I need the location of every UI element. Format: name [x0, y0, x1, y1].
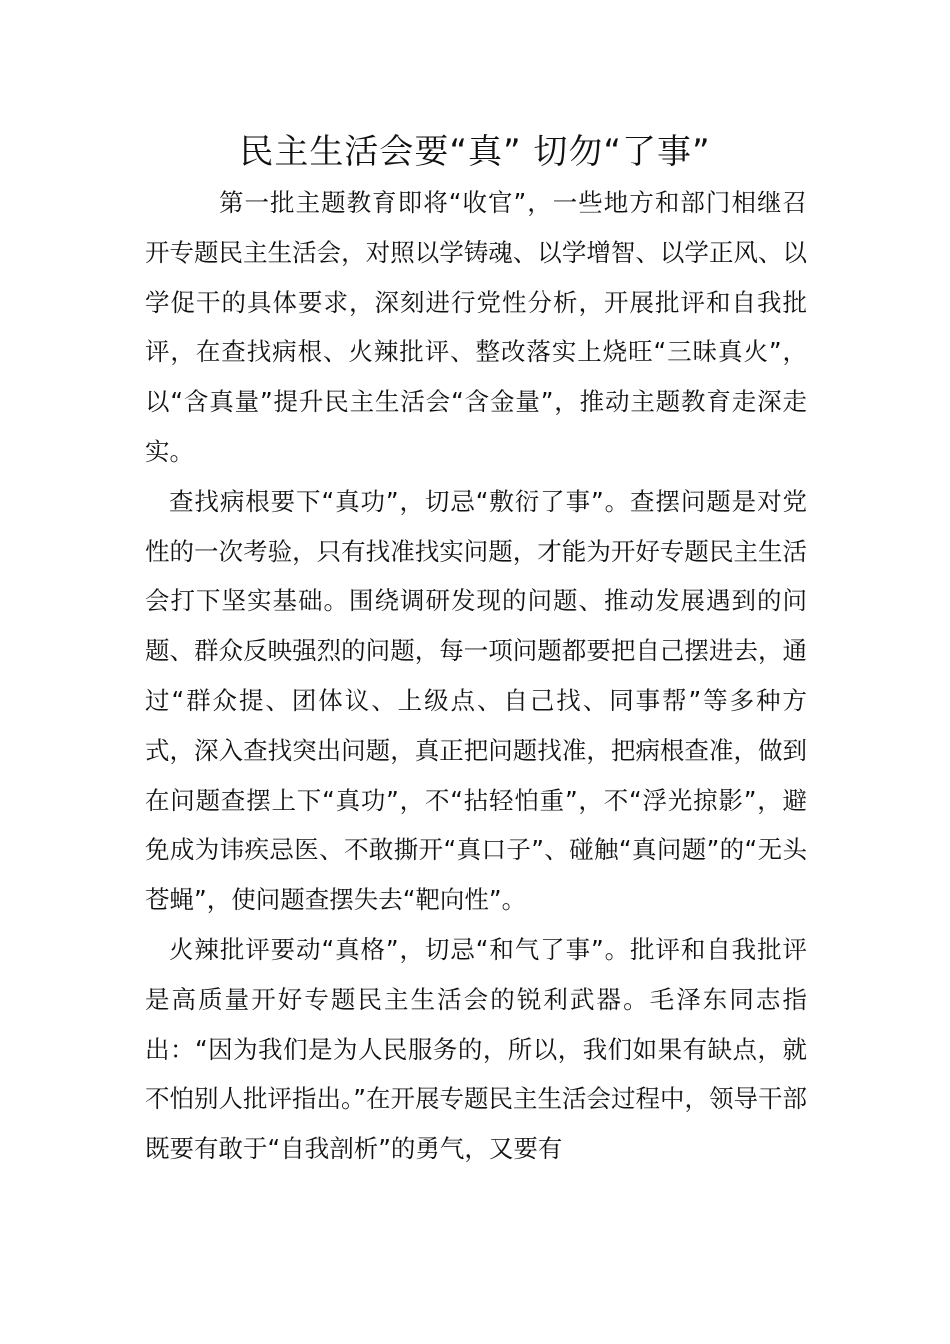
paragraph-find-root-cause: 查找病根要下“真功”，切忌“敷衍了事”。查摆问题是对党性的一次考验，只有找准找实问题，才能为开好专题民主生活会打下坚实基础。围绕调研发现的问题、推动发展遇到的问题、群众反映强烈的问题，每一项问题都要把自己摆进去，通过“群众提、团体议、上级点、自己找、同事帮”等多种方式，深入查找突出问题，真正把问题找准，把病根查准，做到在问题查摆上下“真功”，不“拈轻怕重”，不“浮光掠影”，避免成为讳疾忌医、不敢撕开“真口子”、碰触“真问题”的“无头苍蝇”，使问题查摆失去“靶向性”。 [145, 486, 807, 915]
paragraph-sharp-criticism: 火辣批评要动“真格”，切忌“和气了事”。批评和自我批评是高质量开好专题民主生活会的锐利武器。毛泽东同志指出：“因为我们是为人民服务的，所以，我们如果有缺点，就不怕别人批评指出。”在开展专题民主生活会过程中，领导干部既要有敢于“自我剖析”的勇气，又要有 [145, 934, 807, 1164]
document-body [145, 178, 807, 1174]
paragraph-intro: 第一批主题教育即将“收官”，一些地方和部门相继召开专题民主生活会，对照以学铸魂、以学增智、以学正风、以学促干的具体要求，深刻进行党性分析，开展批评和自我批评，在查找病根、火辣批评、整改落实上烧旺“三昧真火”，以“含真量”提升民主生活会“含金量”，推动主题教育走深走实。 [145, 188, 807, 466]
document-title: 民主生活会要“真” 切勿“了事” [239, 132, 711, 172]
